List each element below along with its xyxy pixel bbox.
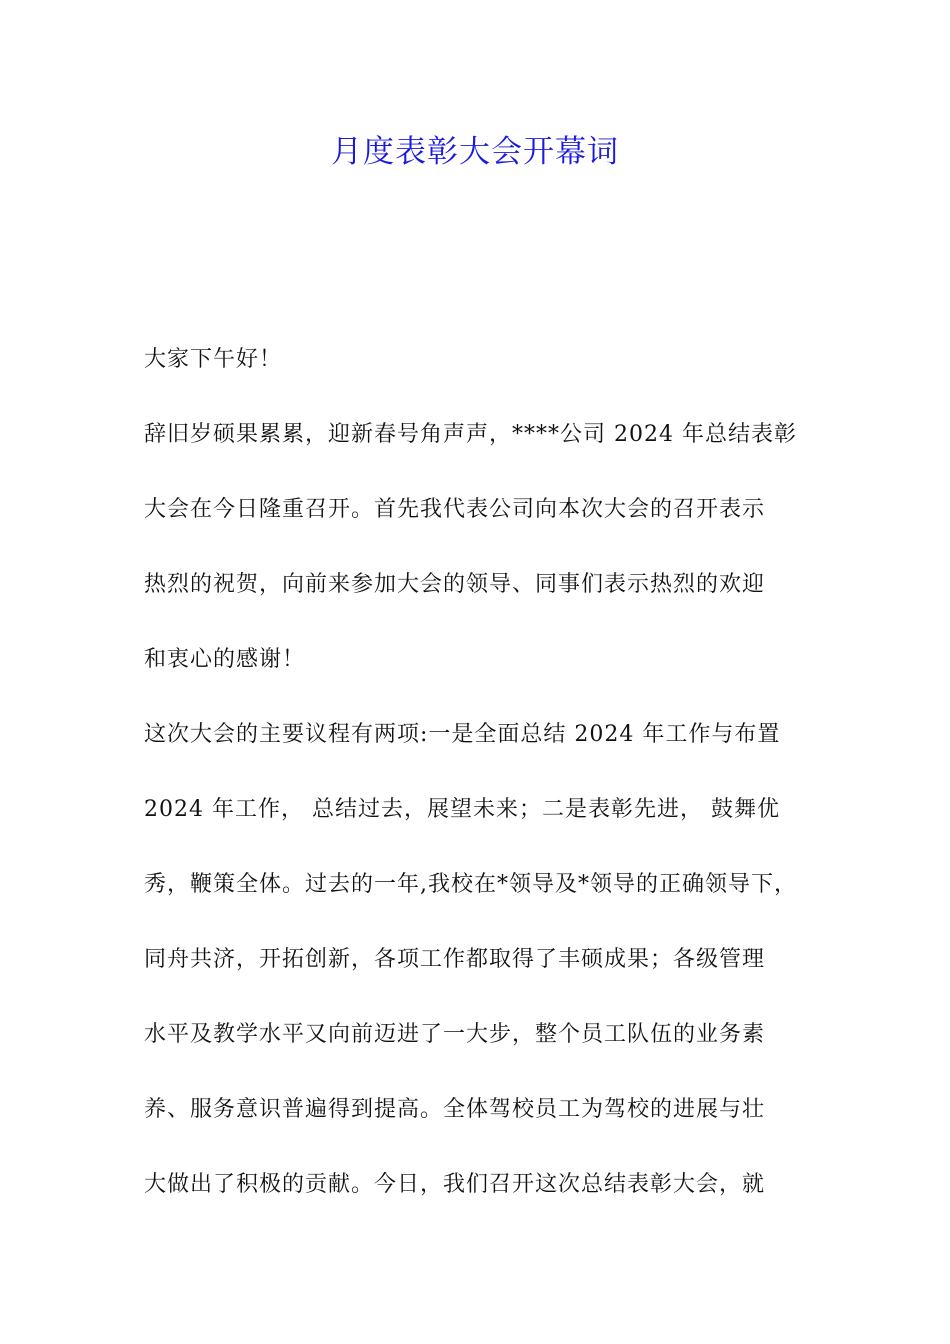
text-line: 和衷心的感谢！ (144, 647, 306, 672)
text-line: 水平及教学水平又向前迈进了一大步，整个员工队伍的业务素 (144, 1022, 766, 1047)
text-line: 同舟共济，开拓创新，各项工作都取得了丰硕成果；各级管理 (144, 947, 766, 972)
text-line: 养、服务意识普遍得到提高。全体驾校员工为驾校的进展与壮 (144, 1097, 766, 1122)
text-line: 大会在今日隆重召开。首先我代表公司向本次大会的召开表示 (144, 497, 766, 522)
document-title: 月度表彰大会开幕词 (331, 134, 619, 170)
text-line: 辞旧岁硕果累累，迎新春号角声声，****公司 2024 年总结表彰 (144, 422, 797, 447)
text-line: 热烈的祝贺，向前来参加大会的领导、同事们表示热烈的欢迎 (144, 572, 766, 597)
document-body (144, 340, 824, 1240)
text-line: 这次大会的主要议程有两项:一是全面总结 2024 年工作与布置 (144, 722, 781, 747)
text-line: 秀，鞭策全体。过去的一年,我校在*领导及*领导的正确领导下， (144, 872, 797, 897)
text-line: 2024 年工作， 总结过去，展望未来；二是表彰先进， 鼓舞优 (144, 797, 780, 822)
text-line: 大家下午好！ (144, 347, 283, 372)
text-line: 大做出了积极的贡献。今日，我们召开这次总结表彰大会，就 (144, 1172, 766, 1197)
